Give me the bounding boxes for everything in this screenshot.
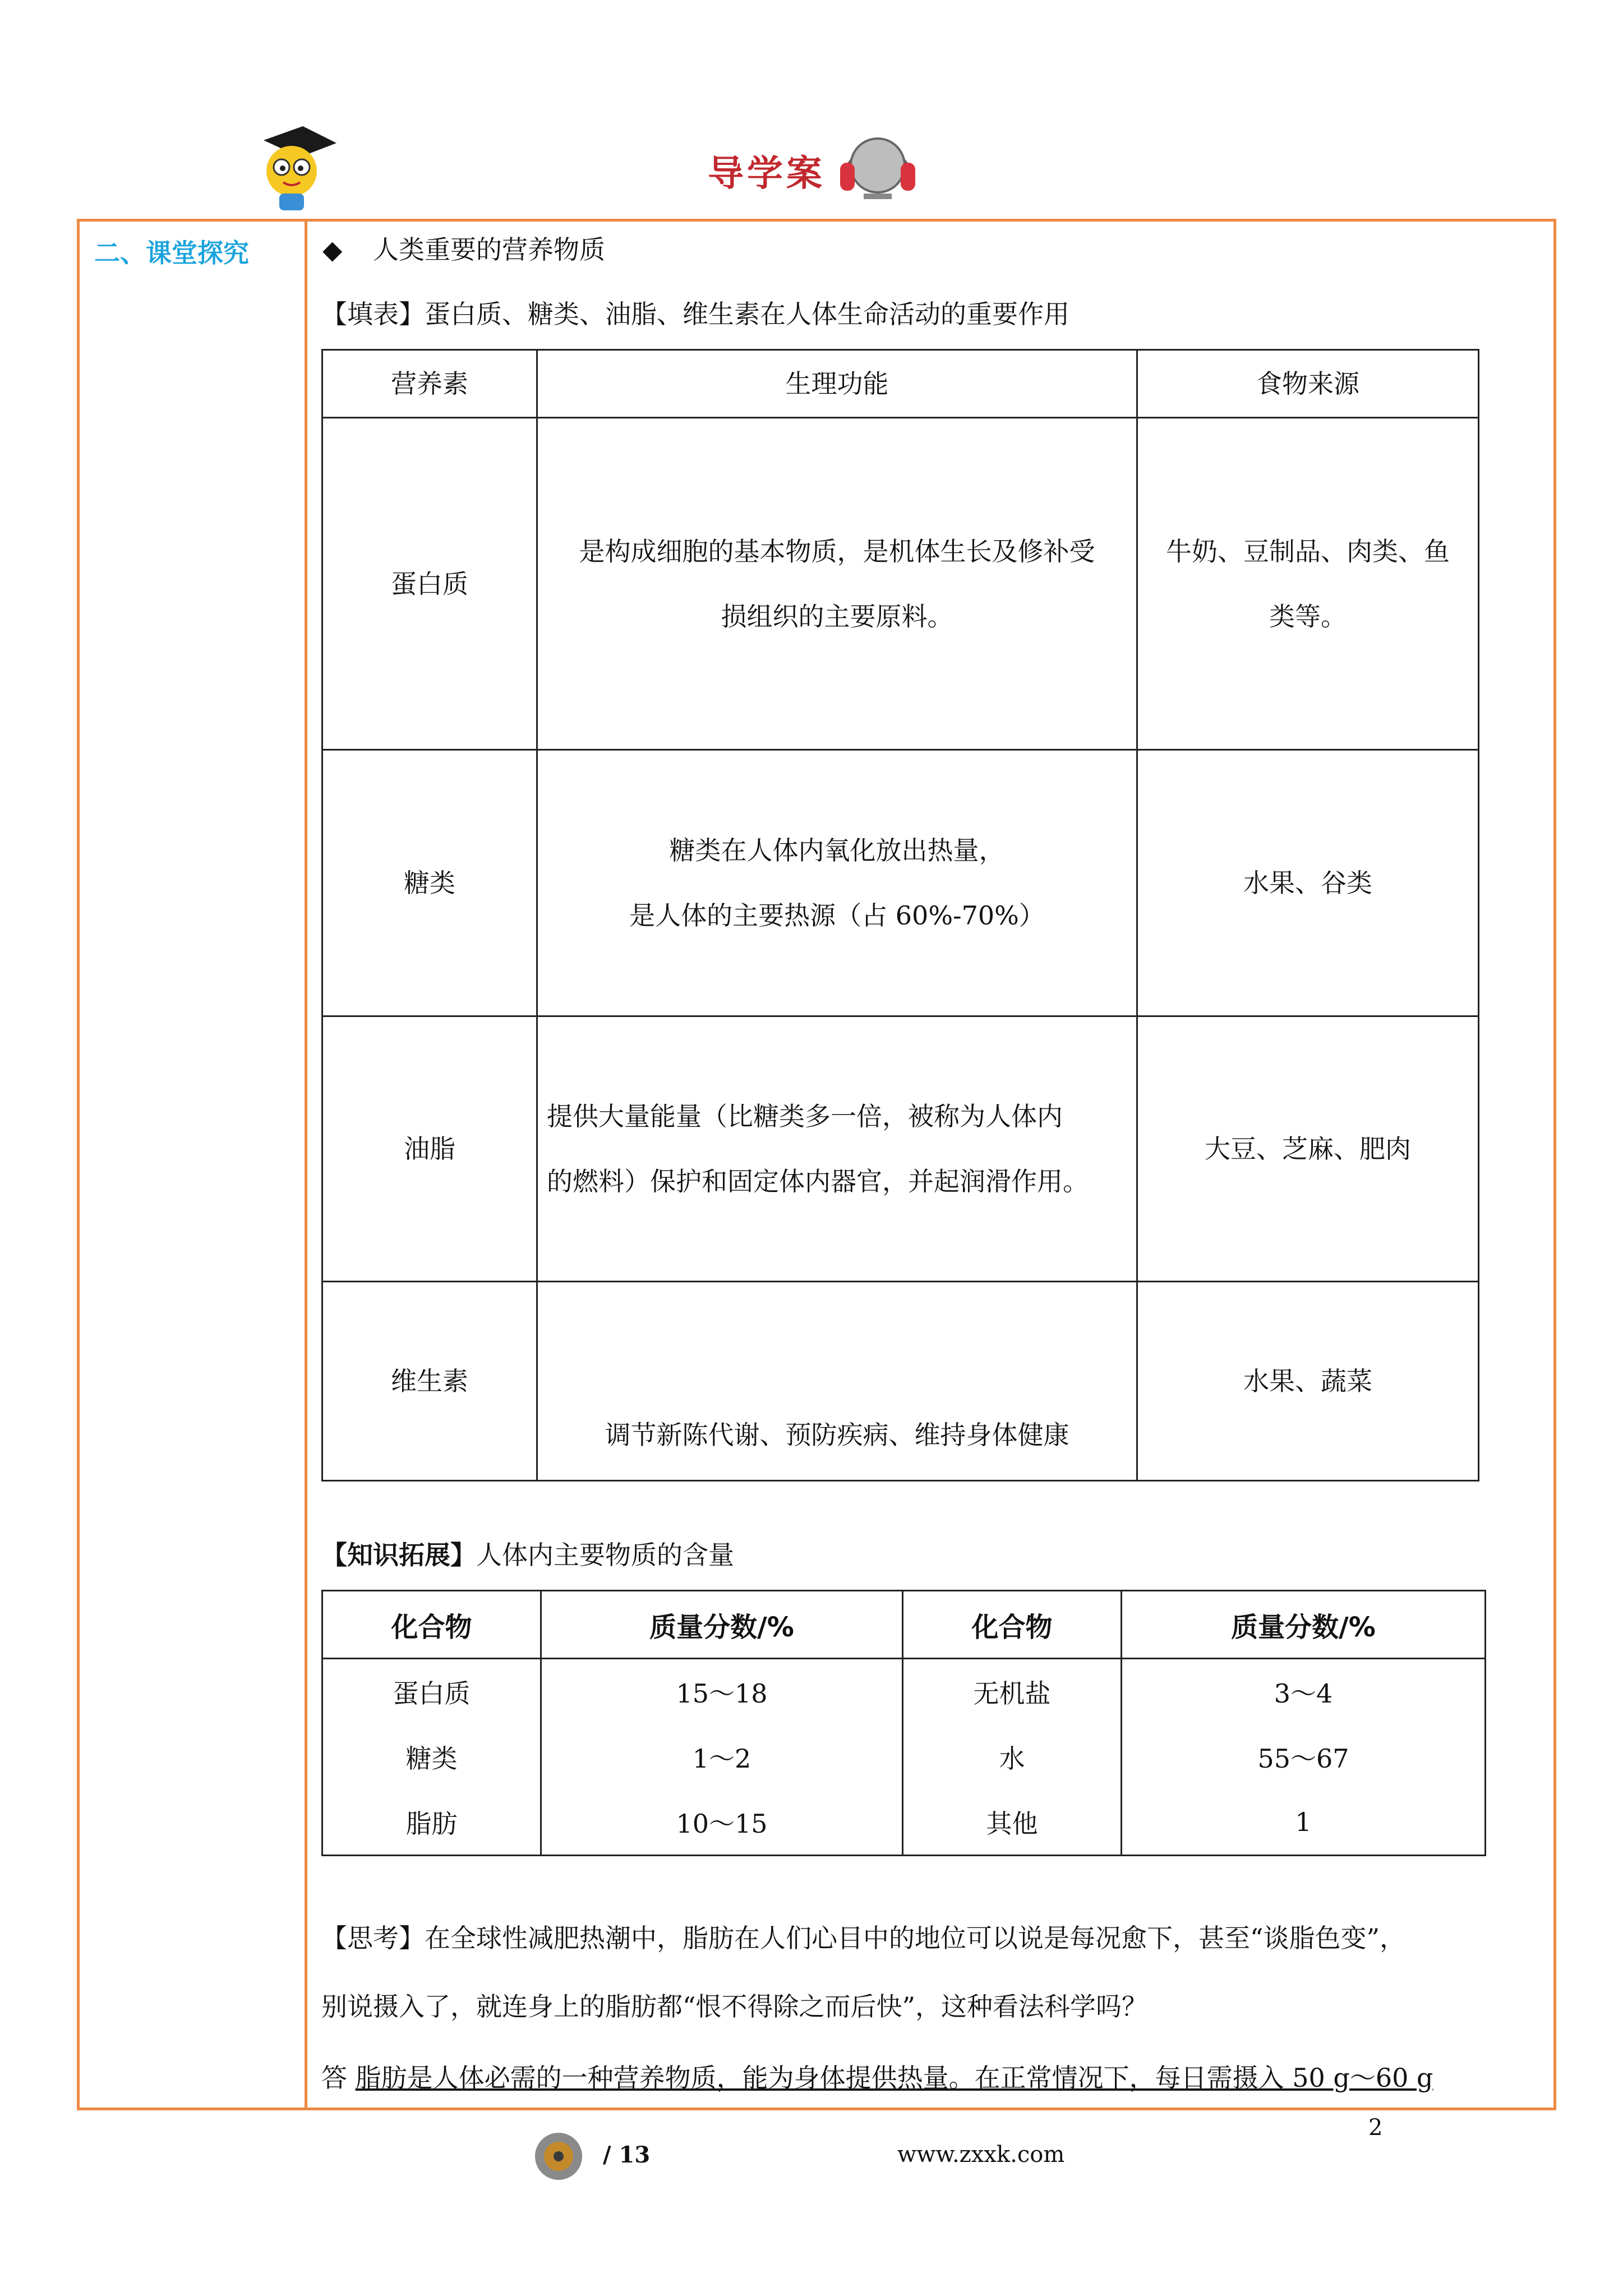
headphone-logo: [836, 118, 920, 213]
footer-url[interactable]: www.zxxk.com: [897, 2142, 1065, 2168]
diamond-bullet-icon: ◆: [322, 234, 343, 265]
table-row: [322, 1659, 1486, 1725]
table-row: [322, 1724, 1486, 1789]
nutrient-function: 调节新陈代谢、预防疾病、维持身体健康: [537, 1282, 1137, 1481]
page-total: / 13: [603, 2142, 651, 2168]
table-row: [322, 1016, 1479, 1282]
fill-table-intro: 【填表】蛋白质、糖类、油脂、维生素在人体生命活动的重要作用: [321, 299, 1069, 329]
think-line-2: 别说摄入了，就连身上的脂肪都“恨不得除之而后快”，这种看法科学吗？: [321, 1991, 1148, 2022]
nutrient-name: 糖类: [322, 750, 537, 1016]
nutrient-source: 水果、谷类: [1137, 750, 1479, 1016]
nutrient-name: 蛋白质: [322, 418, 537, 750]
table-header: 生理功能: [537, 350, 1137, 418]
table-cell: 55～67: [1257, 1743, 1349, 1774]
knowledge-label: 【知识拓展】: [321, 1540, 476, 1570]
heading-text: 人类重要的营养物质: [373, 234, 606, 265]
section-label: 二、课堂探究: [94, 238, 249, 268]
table-header: 化合物: [903, 1591, 1122, 1659]
nutrient-function: [537, 1016, 1137, 1282]
nutrient-name: 维生素: [322, 1282, 537, 1481]
knowledge-text: 人体内主要物质的含量: [476, 1540, 734, 1570]
function-line: 是构成细胞的基本物质，是机体生长及修补受: [579, 536, 1095, 567]
table-cell: 无机盐: [903, 1659, 1122, 1725]
composition-table: [321, 1590, 1486, 1856]
table-cell: 蛋白质: [322, 1659, 541, 1725]
table-cell: 其他: [903, 1789, 1122, 1856]
nutrient-name: 油脂: [322, 1016, 537, 1282]
answer-prefix: 答: [321, 2063, 347, 2093]
knowledge-intro: [321, 1538, 734, 1572]
table-row: [322, 418, 1479, 750]
mascot-logo: [247, 118, 336, 213]
nutrient-source: 大豆、芝麻、肥肉: [1137, 1016, 1479, 1282]
function-line: 的燃料）保护和固定体内器官，并起润滑作用。: [547, 1166, 1089, 1197]
function-line: 提供大量能量（比糖类多一倍，被称为人体内: [547, 1101, 1063, 1131]
table-cell: 10～15: [541, 1789, 903, 1856]
table-row: [322, 1789, 1486, 1856]
function-line: 糖类在人体内氧化放出热量，: [669, 835, 1005, 866]
table-cell: 脂肪: [322, 1789, 541, 1856]
section-heading: [322, 233, 605, 266]
think-line-1: 【思考】在全球性减肥热潮中，脂肪在人们心目中的地位可以说是每况愈下，甚至“谈脂色变”，: [321, 1923, 1406, 1953]
table-cell: 3～4: [1274, 1678, 1333, 1709]
source-line: 牛奶、豆制品、肉类、鱼: [1166, 536, 1450, 567]
disc-icon: [533, 2131, 584, 2182]
frame-divider: [305, 219, 307, 2110]
answer-text: 脂肪是人体必需的一种营养物质，能为身体提供热量。在正常情况下，每日需摄入 50 g～60 g: [355, 2063, 1433, 2093]
table-row: [322, 750, 1479, 1016]
table-header-row: [322, 350, 1479, 418]
function-line: 损组织的主要原料。: [721, 601, 953, 632]
header-title: 导学案: [708, 153, 826, 195]
table-header-row: [322, 1591, 1486, 1659]
page-number: 2: [1368, 2115, 1383, 2141]
table-row: [322, 1282, 1479, 1481]
function-line: 是人体的主要热源（占 60%-70%）: [629, 900, 1045, 931]
table-cell: 水: [903, 1724, 1122, 1789]
table-cell: 15～18: [541, 1659, 903, 1725]
nutrient-table: [321, 349, 1479, 1481]
table-cell: 1: [1295, 1807, 1312, 1837]
answer-line: [321, 2058, 1433, 2095]
table-header: 食物来源: [1137, 350, 1479, 418]
table-header: 质量分数/%: [1122, 1591, 1486, 1659]
nutrient-function: [537, 418, 1137, 750]
nutrient-function: [537, 750, 1137, 1016]
table-header: 化合物: [322, 1591, 541, 1659]
nutrient-source: [1137, 418, 1479, 750]
table-cell: 糖类: [322, 1724, 541, 1789]
nutrient-source: 水果、蔬菜: [1137, 1282, 1479, 1481]
table-cell: 1～2: [541, 1724, 903, 1789]
table-header: 质量分数/%: [541, 1591, 903, 1659]
table-header: 营养素: [322, 350, 537, 418]
source-line: 类等。: [1269, 601, 1347, 632]
